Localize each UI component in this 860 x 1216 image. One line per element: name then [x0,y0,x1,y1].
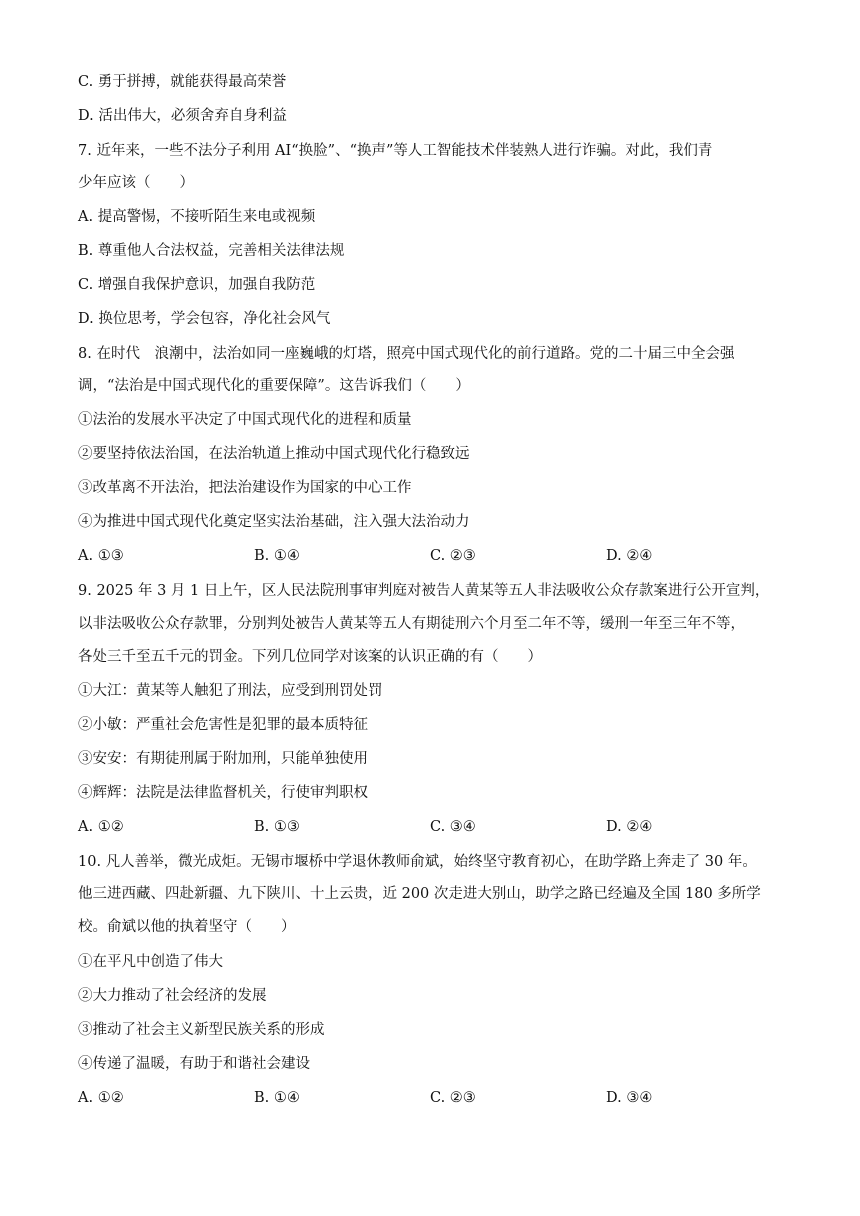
q8-stem-line-1: 8. 在时代 浪潮中，法治如同一座巍峨的灯塔，照亮中国式现代化的前行道路。党的二十届三中全会强 [78,346,735,362]
q9-item-4: ④辉辉：法院是法律监督机关，行使审判职权 [78,785,368,801]
q9-item-3: ③安安：有期徒刑属于附加刑，只能单独使用 [78,751,368,767]
q10-stem-line-2: 他三进西藏、四赴新疆、九下陕川、十上云贵，近 200 次走进大别山，助学之路已经遍及全国 180 多所学 [78,886,761,902]
q10-choice-c: C. ②③ [430,1090,476,1106]
q10-stem-line-1: 10. 凡人善举，微光成炬。无锡市堰桥中学退休教师俞斌，始终坚守教育初心，在助学路上奔走了 30 年。 [78,854,757,870]
q7-option-d: D. 换位思考，学会包容，净化社会风气 [78,311,331,327]
q7-option-a: A. 提高警惕，不接听陌生来电或视频 [78,209,316,225]
q8-choice-c: C. ②③ [430,548,476,564]
q9-item-2: ②小敏：严重社会危害性是犯罪的最本质特征 [78,717,368,733]
q9-choice-b: B. ①③ [254,819,300,835]
q8-item-1: ①法治的发展水平决定了中国式现代化的进程和质量 [78,412,412,428]
q8-choice-a: A. ①③ [78,548,124,564]
q9-choice-d: D. ②④ [606,819,653,835]
q9-choice-c: C. ③④ [430,819,476,835]
q6-option-c: C. 勇于拼搏，就能获得最高荣誉 [78,74,287,90]
q7-option-b: B. 尊重他人合法权益，完善相关法律法规 [78,243,345,259]
q7-stem-line-2: 少年应该（ ） [78,175,194,191]
q8-item-3: ③改革离不开法治，把法治建设作为国家的中心工作 [78,480,412,496]
q10-stem-line-3: 校。俞斌以他的执着坚守（ ） [78,919,296,935]
q8-choice-b: B. ①④ [254,548,300,564]
q9-choices [78,817,778,837]
q9-stem-line-3: 各处三千至五千元的罚金。下列几位同学对该案的认识正确的有（ ） [78,649,542,665]
q9-stem-line-1: 9. 2025 年 3 月 1 日上午，区人民法院刑事审判庭对被告人黄某等五人非法吸收公众存款案进行公开宣判， [78,583,770,599]
q10-item-2: ②大力推动了社会经济的发展 [78,988,267,1004]
q10-choice-a: A. ①② [78,1090,124,1106]
q8-item-2: ②要坚持依法治国，在法治轨道上推动中国式现代化行稳致远 [78,446,470,462]
q10-item-1: ①在平凡中创造了伟大 [78,954,223,970]
q8-choice-d: D. ②④ [606,548,653,564]
q7-option-c: C. 增强自我保护意识，加强自我防范 [78,277,316,293]
q9-stem-line-2: 以非法吸收公众存款罪，分别判处被告人黄某等五人有期徒刑六个月至二年不等，缓刑一年至三年不等， [78,616,745,632]
q8-item-4: ④为推进中国式现代化奠定坚实法治基础，注入强大法治动力 [78,514,470,530]
q10-choices [78,1088,778,1108]
q10-choice-d: D. ③④ [606,1090,653,1106]
q8-stem-line-2: 调，“法治是中国式现代化的重要保障”。这告诉我们（ ） [78,378,470,394]
q9-item-1: ①大江：黄某等人触犯了刑法，应受到刑罚处罚 [78,683,383,699]
q10-item-4: ④传递了温暖，有助于和谐社会建设 [78,1056,310,1072]
q6-option-d: D. 活出伟大，必须舍弃自身利益 [78,108,287,124]
q7-stem-line-1: 7. 近年来，一些不法分子利用 AI“换脸”、“换声”等人工智能技术伴装熟人进行诈骗。对此，我们青 [78,143,713,159]
q8-choices [78,546,778,566]
q10-choice-b: B. ①④ [254,1090,300,1106]
q9-choice-a: A. ①② [78,819,124,835]
q10-item-3: ③推动了社会主义新型民族关系的形成 [78,1022,325,1038]
